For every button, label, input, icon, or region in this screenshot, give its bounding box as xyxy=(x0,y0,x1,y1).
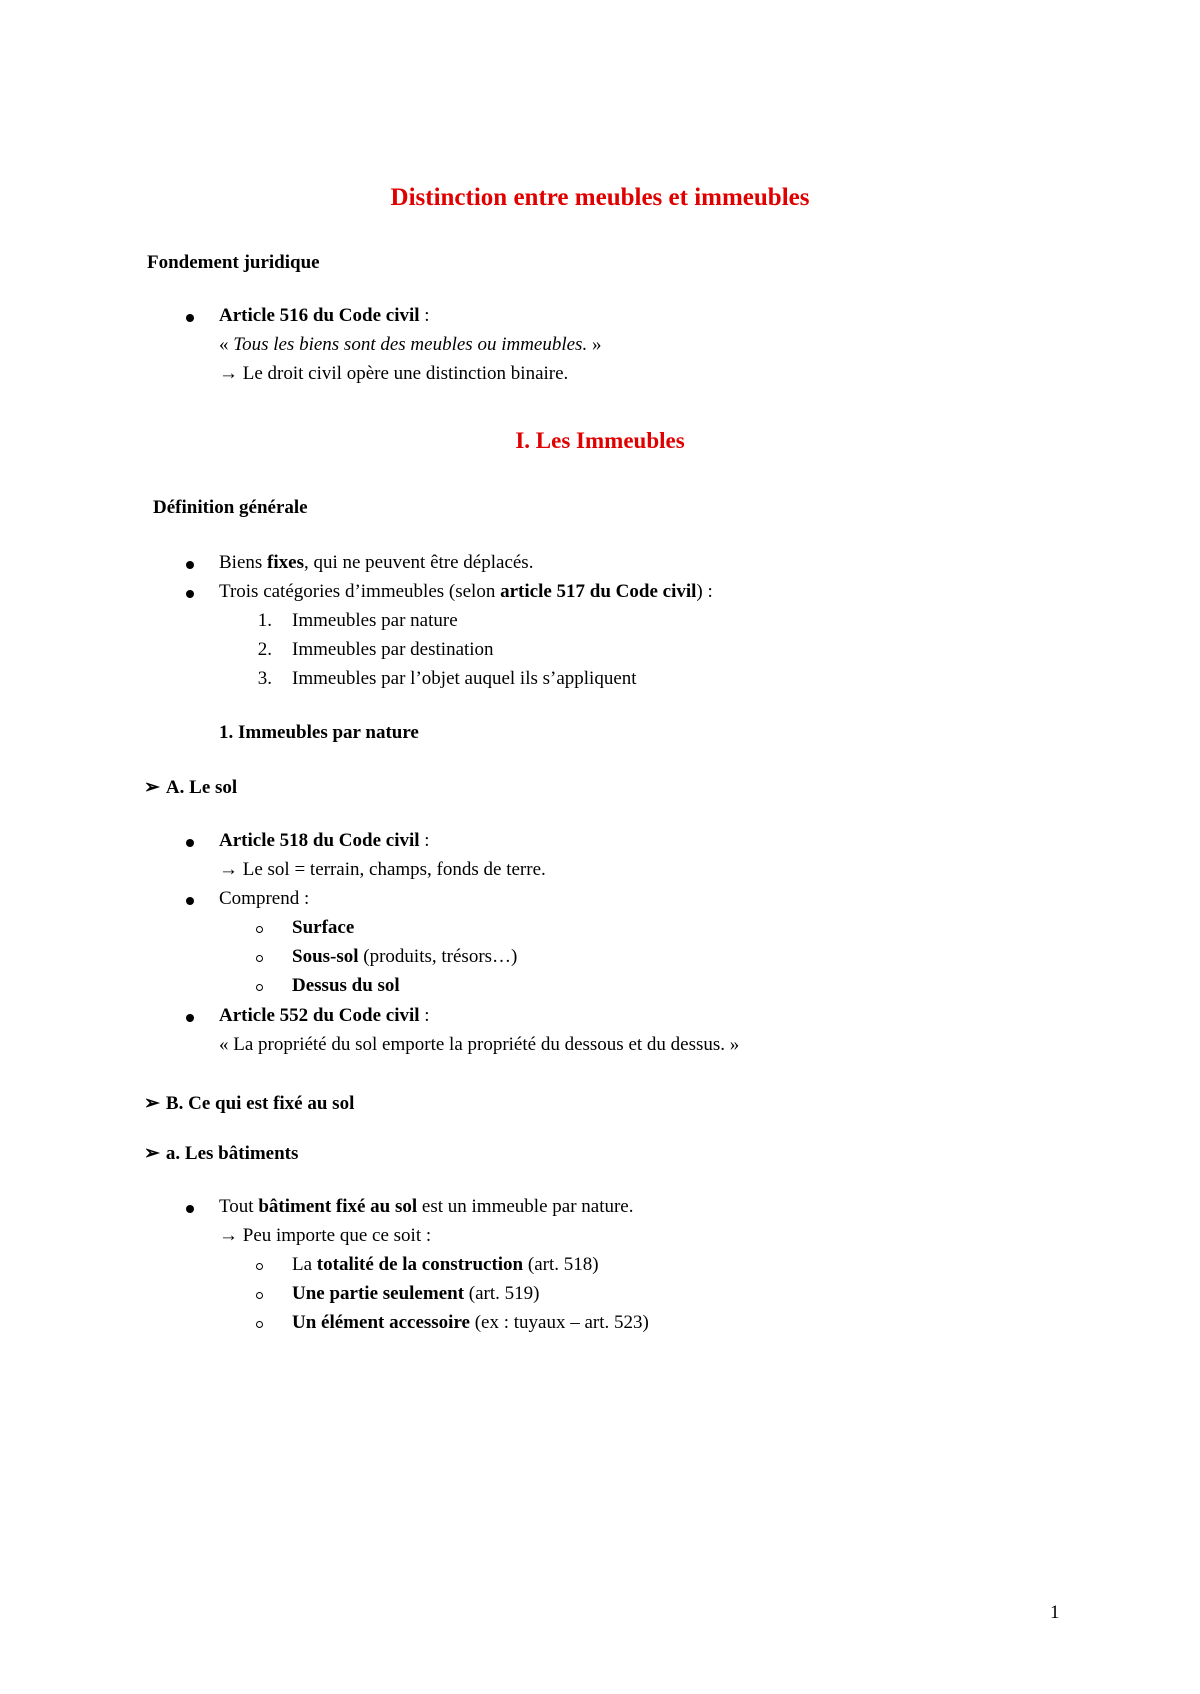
article-552-line: Article 552 du Code civil : xyxy=(219,1005,430,1026)
list-number: 2. xyxy=(257,639,272,660)
trois-categories-line: Trois catégories d’immeubles (selon article 517 du Code civil) : xyxy=(219,581,713,602)
list-item: Un élément accessoire (ex : tuyaux – art. 523) xyxy=(292,1312,649,1333)
hollow-bullet-icon xyxy=(256,955,263,962)
distinction-note: → Le droit civil opère une distinction binaire. xyxy=(219,363,569,384)
page-number: 1 xyxy=(1050,1602,1060,1623)
biens-fixes-line: Biens fixes, qui ne peuvent être déplacés. xyxy=(219,552,534,573)
list-item: Dessus du sol xyxy=(292,975,400,996)
arrowhead-icon: ➢ xyxy=(144,1093,160,1114)
document-title: Distinction entre meubles et immeubles xyxy=(390,184,810,211)
list-number: 1. xyxy=(257,610,272,631)
bullet-icon xyxy=(186,897,194,905)
fixe-au-sol-heading: ➢ B. Ce qui est fixé au sol xyxy=(144,1093,355,1114)
arrowhead-icon: ➢ xyxy=(144,1143,160,1164)
list-item: Surface xyxy=(292,917,355,938)
bullet-icon xyxy=(186,1205,194,1213)
list-item: La totalité de la construction (art. 518) xyxy=(292,1254,599,1275)
immeubles-par-nature-heading: 1. Immeubles par nature xyxy=(219,722,419,743)
article-516-quote: « Tous les biens sont des meubles ou immeubles. » xyxy=(219,334,602,355)
hollow-bullet-icon xyxy=(256,926,263,933)
list-item: Sous-sol (produits, trésors…) xyxy=(292,946,518,967)
bullet-icon xyxy=(186,314,194,322)
hollow-bullet-icon xyxy=(256,984,263,991)
article-518-line: Article 518 du Code civil : xyxy=(219,830,430,851)
le-sol-heading: ➢ A. Le sol xyxy=(144,777,238,798)
hollow-bullet-icon xyxy=(256,1263,263,1270)
section-title: I. Les Immeubles xyxy=(515,428,685,453)
article-518-definition: → Le sol = terrain, champs, fonds de terre. xyxy=(219,859,546,880)
fondement-heading: Fondement juridique xyxy=(147,252,320,273)
batiment-line: Tout bâtiment fixé au sol est un immeuble par nature. xyxy=(219,1196,634,1217)
peu-importe-line: → Peu importe que ce soit : xyxy=(219,1225,432,1246)
bullet-icon xyxy=(186,839,194,847)
bullet-icon xyxy=(186,1014,194,1022)
article-552-quote: « La propriété du sol emporte la propriété du dessous et du dessus. » xyxy=(219,1034,740,1055)
article-516-line: Article 516 du Code civil : xyxy=(219,305,430,326)
list-number: 3. xyxy=(257,668,272,689)
comprend-line: Comprend : xyxy=(219,888,310,909)
list-item: Immeubles par destination xyxy=(292,639,494,660)
list-item: Immeubles par l’objet auquel ils s’appliquent xyxy=(292,668,637,689)
bullet-icon xyxy=(186,561,194,569)
definition-heading: Définition générale xyxy=(153,497,308,518)
batiments-heading: ➢ a. Les bâtiments xyxy=(144,1143,299,1164)
arrowhead-icon: ➢ xyxy=(144,777,160,798)
list-item: Immeubles par nature xyxy=(292,610,458,631)
bullet-icon xyxy=(186,590,194,598)
list-item: Une partie seulement (art. 519) xyxy=(292,1283,540,1304)
hollow-bullet-icon xyxy=(256,1321,263,1328)
hollow-bullet-icon xyxy=(256,1292,263,1299)
